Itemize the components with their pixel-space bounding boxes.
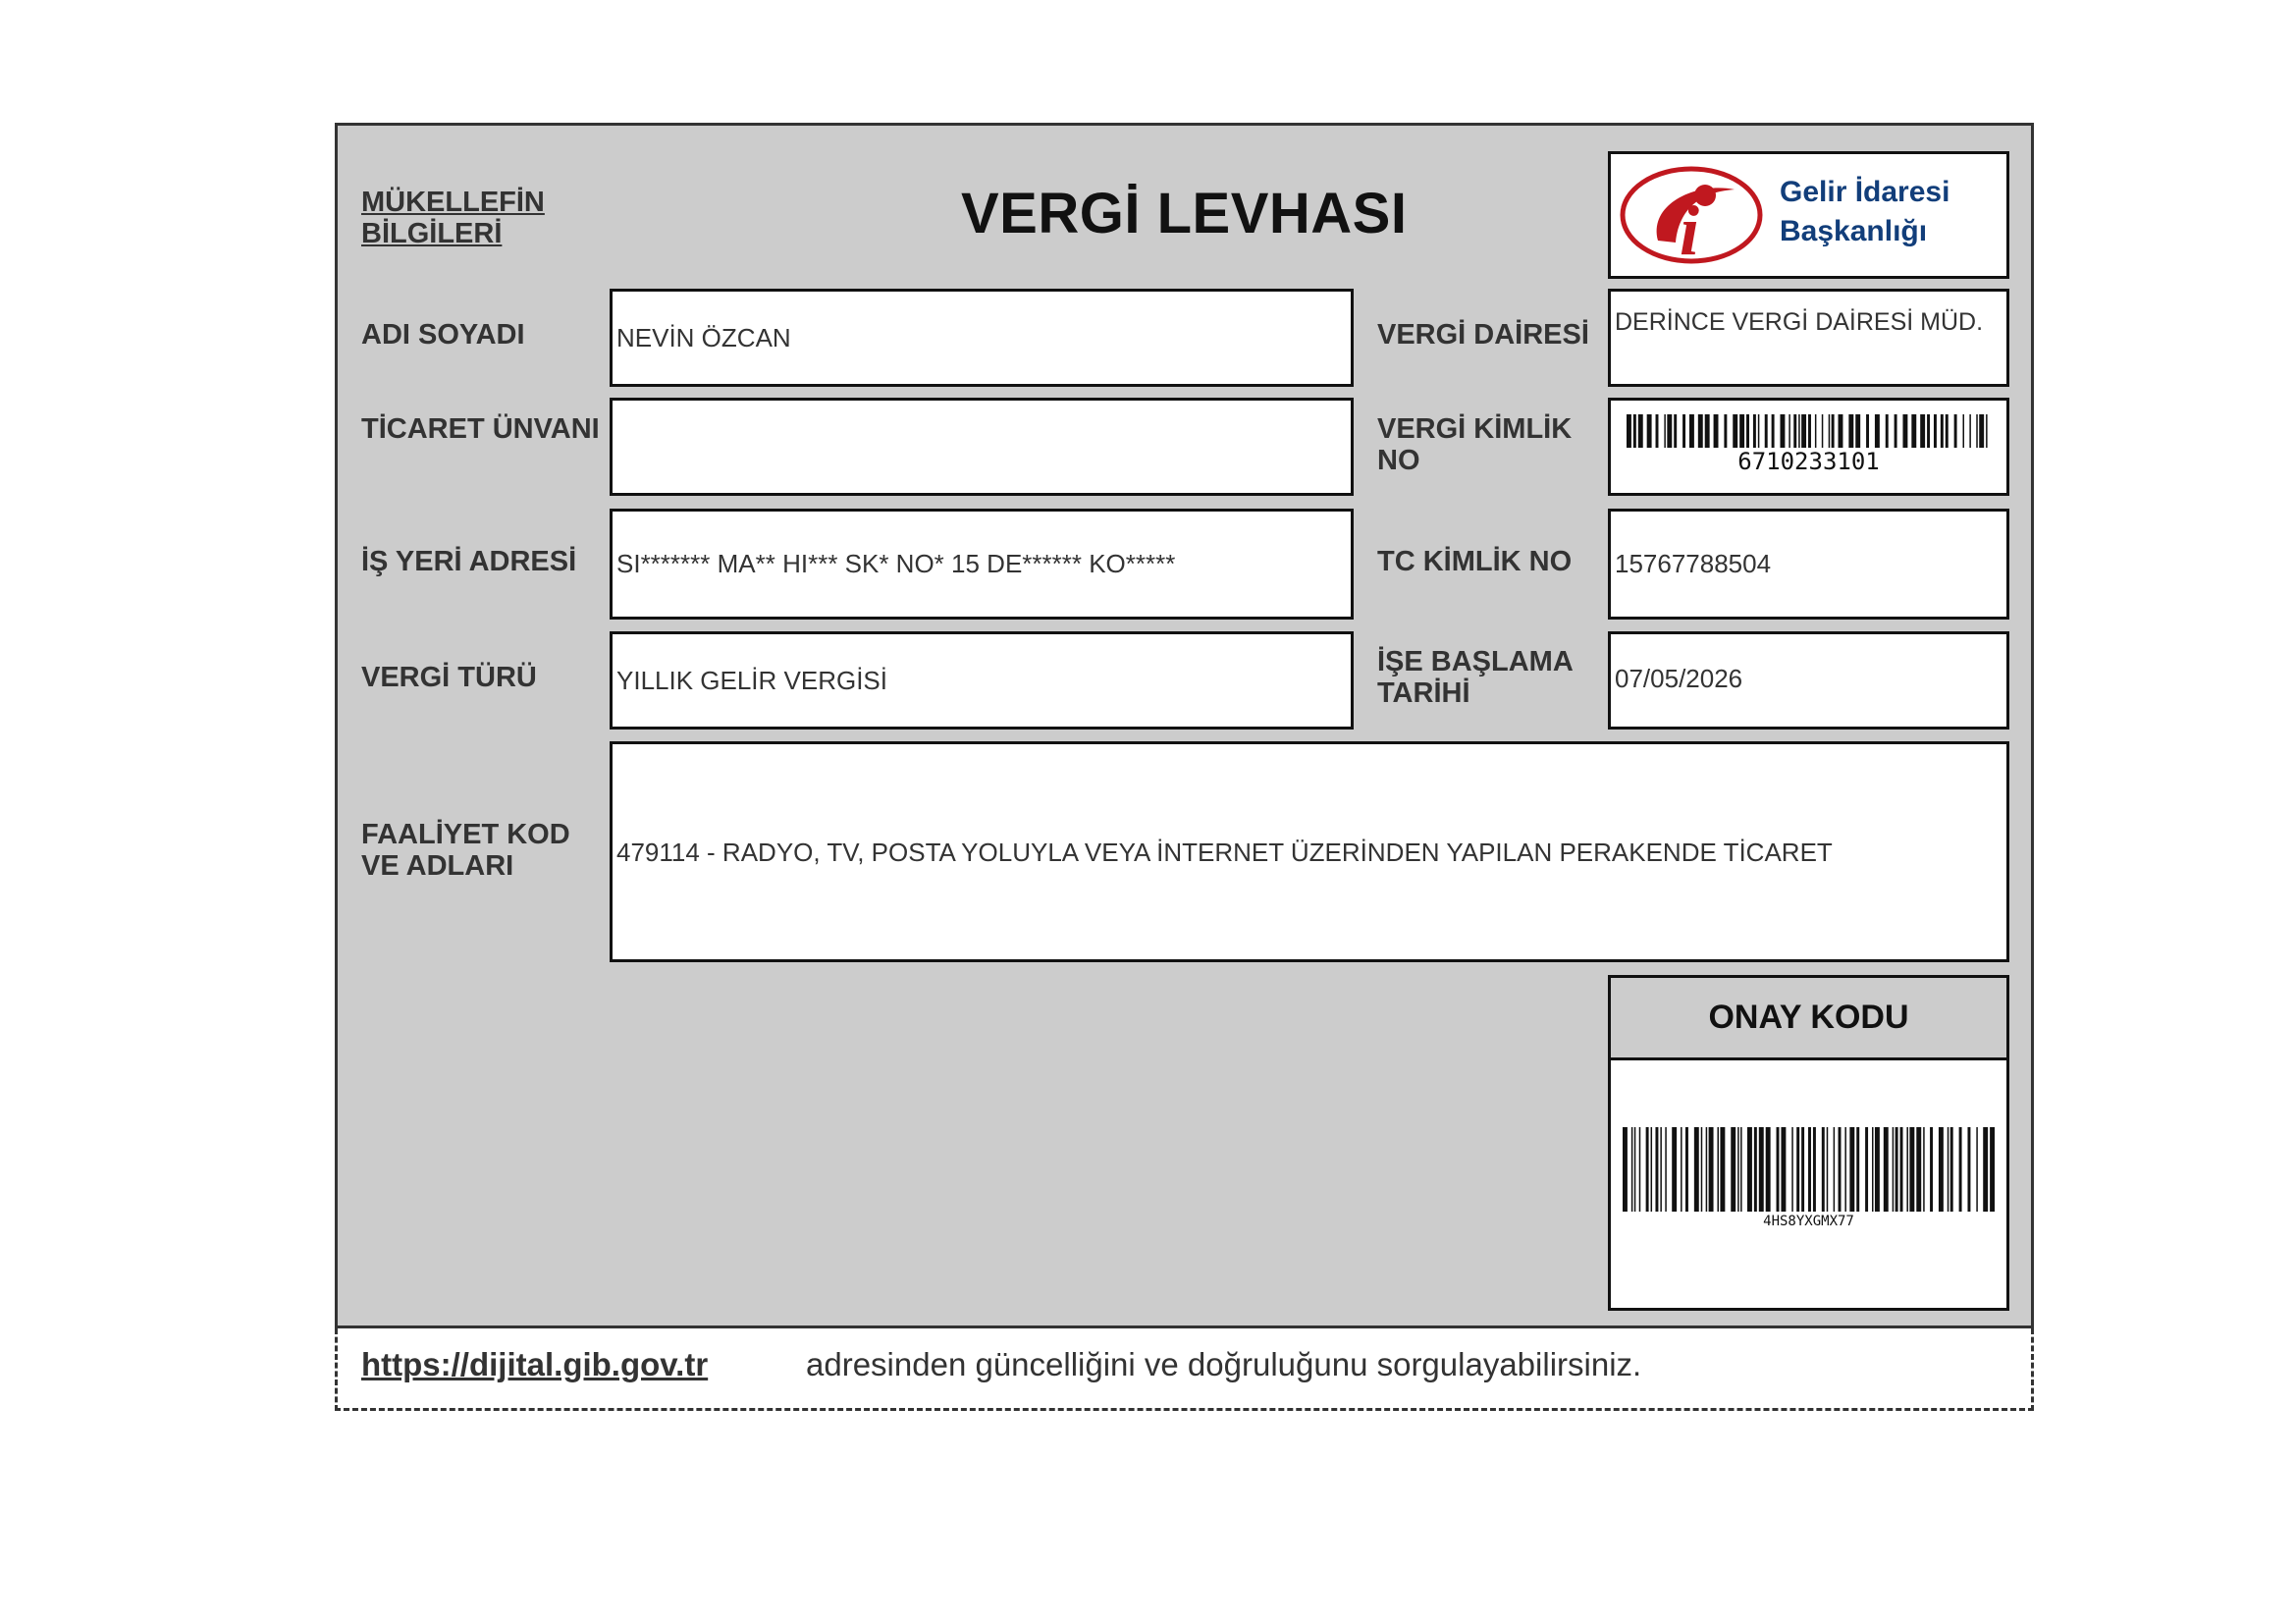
logo-letter: i (1680, 191, 1700, 266)
onay-kodu-heading: ONAY KODU (1611, 978, 2006, 1060)
vergi-dairesi-label: VERGİ DAİRESİ (1377, 319, 1589, 351)
onay-kodu-barcode-bar (1834, 1127, 1836, 1212)
vergi-kimlik-barcode-bar (1714, 414, 1719, 448)
onay-kodu-value: 4HS8YXGMX77 (1763, 1214, 1854, 1229)
tc-kimlik-label: TC KİMLİK NO (1377, 546, 1573, 577)
vergi-kimlik-barcode-bar (1875, 414, 1880, 448)
onay-kodu-barcode-bar (1893, 1127, 1895, 1212)
ticaret-unvani-box (610, 398, 1354, 496)
onay-kodu-barcode-bar (1634, 1127, 1636, 1212)
onay-kodu-barcode-bar (1717, 1127, 1719, 1212)
onay-kodu-barcode-bar (1796, 1127, 1799, 1212)
tax-plate-panel (335, 123, 2034, 1328)
vergi-kimlik-barcode-bar (1801, 414, 1806, 448)
onay-kodu-barcode-bar (1660, 1127, 1662, 1212)
is-yeri-adresi-label: İŞ YERİ ADRESİ (361, 546, 577, 577)
vergi-kimlik-barcode-bar (1969, 414, 1971, 448)
footer (335, 1328, 2034, 1411)
onay-kodu-barcode-bar (1948, 1127, 1949, 1212)
onay-kodu-barcode-bar (1884, 1127, 1889, 1212)
onay-kodu-barcode-bar (1950, 1127, 1953, 1212)
vergi-kimlik-barcode-bar (1724, 414, 1727, 448)
onay-kodu-barcode-bar (1827, 1127, 1829, 1212)
onay-kodu-barcode-bar (1709, 1127, 1714, 1212)
vergi-kimlik-barcode-bar (1822, 414, 1824, 448)
vergi-kimlik-label: VERGİ KİMLİK NO (1377, 413, 1573, 476)
vergi-kimlik-barcode-bar (1954, 414, 1957, 448)
page-title: VERGİ LEVHASI (961, 182, 1408, 245)
onay-kodu-barcode-bar (1839, 1127, 1842, 1212)
onay-kodu-barcode-bar (1706, 1127, 1708, 1212)
onay-kodu-barcode-bar (1781, 1127, 1786, 1212)
vergi-kimlik-barcode-bar (1765, 414, 1768, 448)
logo-text-line2: Başkanlığı (1780, 215, 1928, 247)
vergi-kimlik-barcode-bar (1758, 414, 1760, 448)
vergi-kimlik-barcode-bar (1733, 414, 1737, 448)
vergi-dairesi-value: DERİNCE VERGİ DAİRESİ MÜD. (1615, 308, 1984, 336)
vergi-kimlik-barcode-bar (1633, 414, 1636, 448)
faaliyet-box (610, 741, 2009, 962)
vergi-kimlik-value: 6710233101 (1737, 448, 1880, 475)
vergi-kimlik-barcode-bar (1941, 414, 1944, 448)
onay-kodu-barcode-bar (1875, 1127, 1880, 1212)
onay-kodu-barcode-bar (1900, 1127, 1903, 1212)
adi-soyadi-box (610, 289, 1354, 387)
onay-kodu-barcode-bar (1822, 1127, 1825, 1212)
onay-kodu-barcode-bar (1923, 1127, 1925, 1212)
vergi-kimlik-barcode-bar (1927, 414, 1930, 448)
adi-soyadi-label: ADI SOYADI (361, 319, 525, 351)
onay-kodu-barcode-bar (1766, 1127, 1771, 1212)
onay-kodu-barcode-bar (1916, 1127, 1921, 1212)
onay-kodu-barcode-bar (1639, 1127, 1641, 1212)
onay-kodu-barcode-bar (1967, 1127, 1970, 1212)
onay-kodu-barcode-bar (1655, 1127, 1658, 1212)
onay-kodu-barcode-bar (1646, 1127, 1649, 1212)
onay-kodu-barcode-bar (1865, 1127, 1868, 1212)
onay-kodu-barcode-bar (1990, 1127, 1995, 1212)
vergi-kimlik-barcode-bar (1698, 414, 1703, 448)
onay-kodu-barcode-bar (1701, 1127, 1703, 1212)
onay-kodu-barcode-bar (1791, 1127, 1793, 1212)
ticaret-unvani-label: TİCARET ÜNVANI (361, 413, 600, 445)
vergi-kimlik-barcode-bar (1829, 414, 1831, 448)
onay-kodu-barcode-bar (1740, 1127, 1742, 1212)
onay-kodu-barcode-bar (1747, 1127, 1752, 1212)
vergi-kimlik-barcode-bar (1895, 414, 1897, 448)
onay-kodu-barcode-bar (1672, 1127, 1677, 1212)
onay-kodu-barcode (1623, 1127, 1997, 1212)
vergi-kimlik-barcode-bar (1753, 414, 1756, 448)
vergi-kimlik-barcode-bar (1911, 414, 1916, 448)
vergi-kimlik-barcode-bar (1962, 414, 1964, 448)
vergi-kimlik-barcode-bar (1866, 414, 1869, 448)
onay-kodu-barcode-bar (1694, 1127, 1699, 1212)
vergi-kimlik-barcode-bar (1934, 414, 1937, 448)
faaliyet-value: 479114 - RADYO, TV, POSTA YOLUYLA VEYA İNTERNET ÜZERİNDEN YAPILAN PERAKENDE TİCARET (616, 838, 1833, 867)
onay-kodu-barcode-bar (1896, 1127, 1898, 1212)
vergi-turu-label: VERGİ TÜRÜ (361, 662, 537, 693)
ise-baslama-value: 07/05/2026 (1615, 664, 1743, 693)
vergi-kimlik-barcode-bar (1886, 414, 1889, 448)
onay-kodu-barcode-bar (1720, 1127, 1725, 1212)
vergi-turu-value: YILLIK GELİR VERGİSİ (616, 666, 887, 695)
vergi-kimlik-barcode-bar (1979, 414, 1984, 448)
vergi-kimlik-barcode-bar (1689, 414, 1694, 448)
onay-kodu-box (1608, 975, 2009, 1311)
vergi-kimlik-barcode-bar (1808, 414, 1811, 448)
logo-text-line1: Gelir İdaresi (1780, 176, 1950, 208)
vergi-kimlik-barcode-bar (1848, 414, 1853, 448)
ise-baslama-label: İŞE BAŞLAMA TARİHİ (1377, 646, 1574, 709)
onay-kodu-barcode-bar (1959, 1127, 1962, 1212)
onay-kodu-barcode-bar (1681, 1127, 1682, 1212)
section-heading: MÜKELLEFİN BİLGİLERİ (361, 187, 545, 249)
vergi-kimlik-barcode-bar (1627, 414, 1631, 448)
adi-soyadi-value: NEVİN ÖZCAN (616, 323, 791, 352)
vergi-kimlik-barcode-bar (1746, 414, 1749, 448)
vergi-kimlik-barcode-bar (1656, 414, 1659, 448)
onay-kodu-barcode-bar (1906, 1127, 1908, 1212)
onay-kodu-barcode-bar (1631, 1127, 1633, 1212)
vergi-kimlik-barcode-bar (1815, 414, 1817, 448)
onay-kodu-barcode-bar (1813, 1127, 1816, 1212)
vergi-kimlik-barcode-bar (1920, 414, 1925, 448)
tc-kimlik-value: 15767788504 (1615, 549, 1772, 578)
vergi-kimlik-barcode-bar (1789, 414, 1790, 448)
onay-kodu-barcode-bar (1983, 1127, 1988, 1212)
vergi-kimlik-barcode-bar (1667, 414, 1672, 448)
vergi-kimlik-barcode-bar (1674, 414, 1677, 448)
vergi-kimlik-barcode-bar (1793, 414, 1796, 448)
vergi-kimlik-barcode-bar (1976, 414, 1978, 448)
faaliyet-label: FAALİYET KOD VE ADLARI (361, 819, 570, 882)
onay-kodu-barcode-bar (1737, 1127, 1739, 1212)
onay-kodu-barcode-bar (1685, 1127, 1688, 1212)
is-yeri-adresi-box (610, 509, 1354, 620)
ise-baslama-box (1608, 631, 2009, 730)
onay-kodu-barcode-bar (1623, 1127, 1628, 1212)
onay-kodu-barcode-bar (1872, 1127, 1874, 1212)
vergi-kimlik-barcode-bar (1832, 414, 1835, 448)
vergi-kimlik-barcode-bar (1664, 414, 1666, 448)
onay-kodu-barcode-bar (1665, 1127, 1667, 1212)
vergi-kimlik-barcode-bar (1780, 414, 1785, 448)
vergi-kimlik-barcode-bar (1647, 414, 1652, 448)
onay-kodu-barcode-bar (1651, 1127, 1653, 1212)
tc-kimlik-box (1608, 509, 2009, 620)
onay-kodu-barcode-bar (1844, 1127, 1846, 1212)
vergi-kimlik-barcode-bar (1739, 414, 1744, 448)
vergi-kimlik-barcode-bar (1839, 414, 1843, 448)
vergi-kimlik-barcode-bar (1705, 414, 1710, 448)
onay-kodu-barcode-bar (1777, 1127, 1780, 1212)
onay-kodu-barcode-bar (1849, 1127, 1854, 1212)
vergi-dairesi-box (1608, 289, 2009, 387)
vergi-kimlik-barcode-bar (1902, 414, 1907, 448)
vergi-turu-box (610, 631, 1354, 730)
gib-logo-icon (1619, 164, 1764, 266)
vergi-kimlik-box (1608, 398, 2009, 496)
vergi-kimlik-barcode-bar (1638, 414, 1643, 448)
vergi-kimlik-barcode-bar (1798, 414, 1800, 448)
vergi-kimlik-barcode-bar (1855, 414, 1860, 448)
onay-kodu-barcode-bar (1909, 1127, 1914, 1212)
vergi-kimlik-barcode-bar (1986, 414, 1988, 448)
onay-kodu-barcode-bar (1731, 1127, 1735, 1212)
logo-box (1608, 151, 2009, 279)
onay-kodu-barcode-bar (1856, 1127, 1859, 1212)
onay-kodu-barcode-bar (1939, 1127, 1944, 1212)
vergi-kimlik-barcode-bar (1682, 414, 1685, 448)
onay-kodu-barcode-bar (1976, 1127, 1978, 1212)
vergi-kimlik-barcode-bar (1946, 414, 1949, 448)
vergi-kimlik-barcode (1627, 414, 1993, 448)
onay-kodu-barcode-bar (1808, 1127, 1811, 1212)
vergi-kimlik-barcode-bar (1772, 414, 1775, 448)
is-yeri-adresi-value: SI******* MA** HI*** SK* NO* 15 DE****** KO***** (616, 549, 1176, 578)
onay-kodu-barcode-bar (1759, 1127, 1764, 1212)
onay-kodu-barcode-bar (1930, 1127, 1933, 1212)
onay-kodu-barcode-bar (1801, 1127, 1804, 1212)
onay-kodu-barcode-bar (1754, 1127, 1757, 1212)
verification-note: adresinden güncelliğini ve doğruluğunu sorgulayabilirsiniz. (806, 1346, 1642, 1382)
verification-link[interactable]: https://dijital.gib.gov.tr (361, 1346, 709, 1382)
